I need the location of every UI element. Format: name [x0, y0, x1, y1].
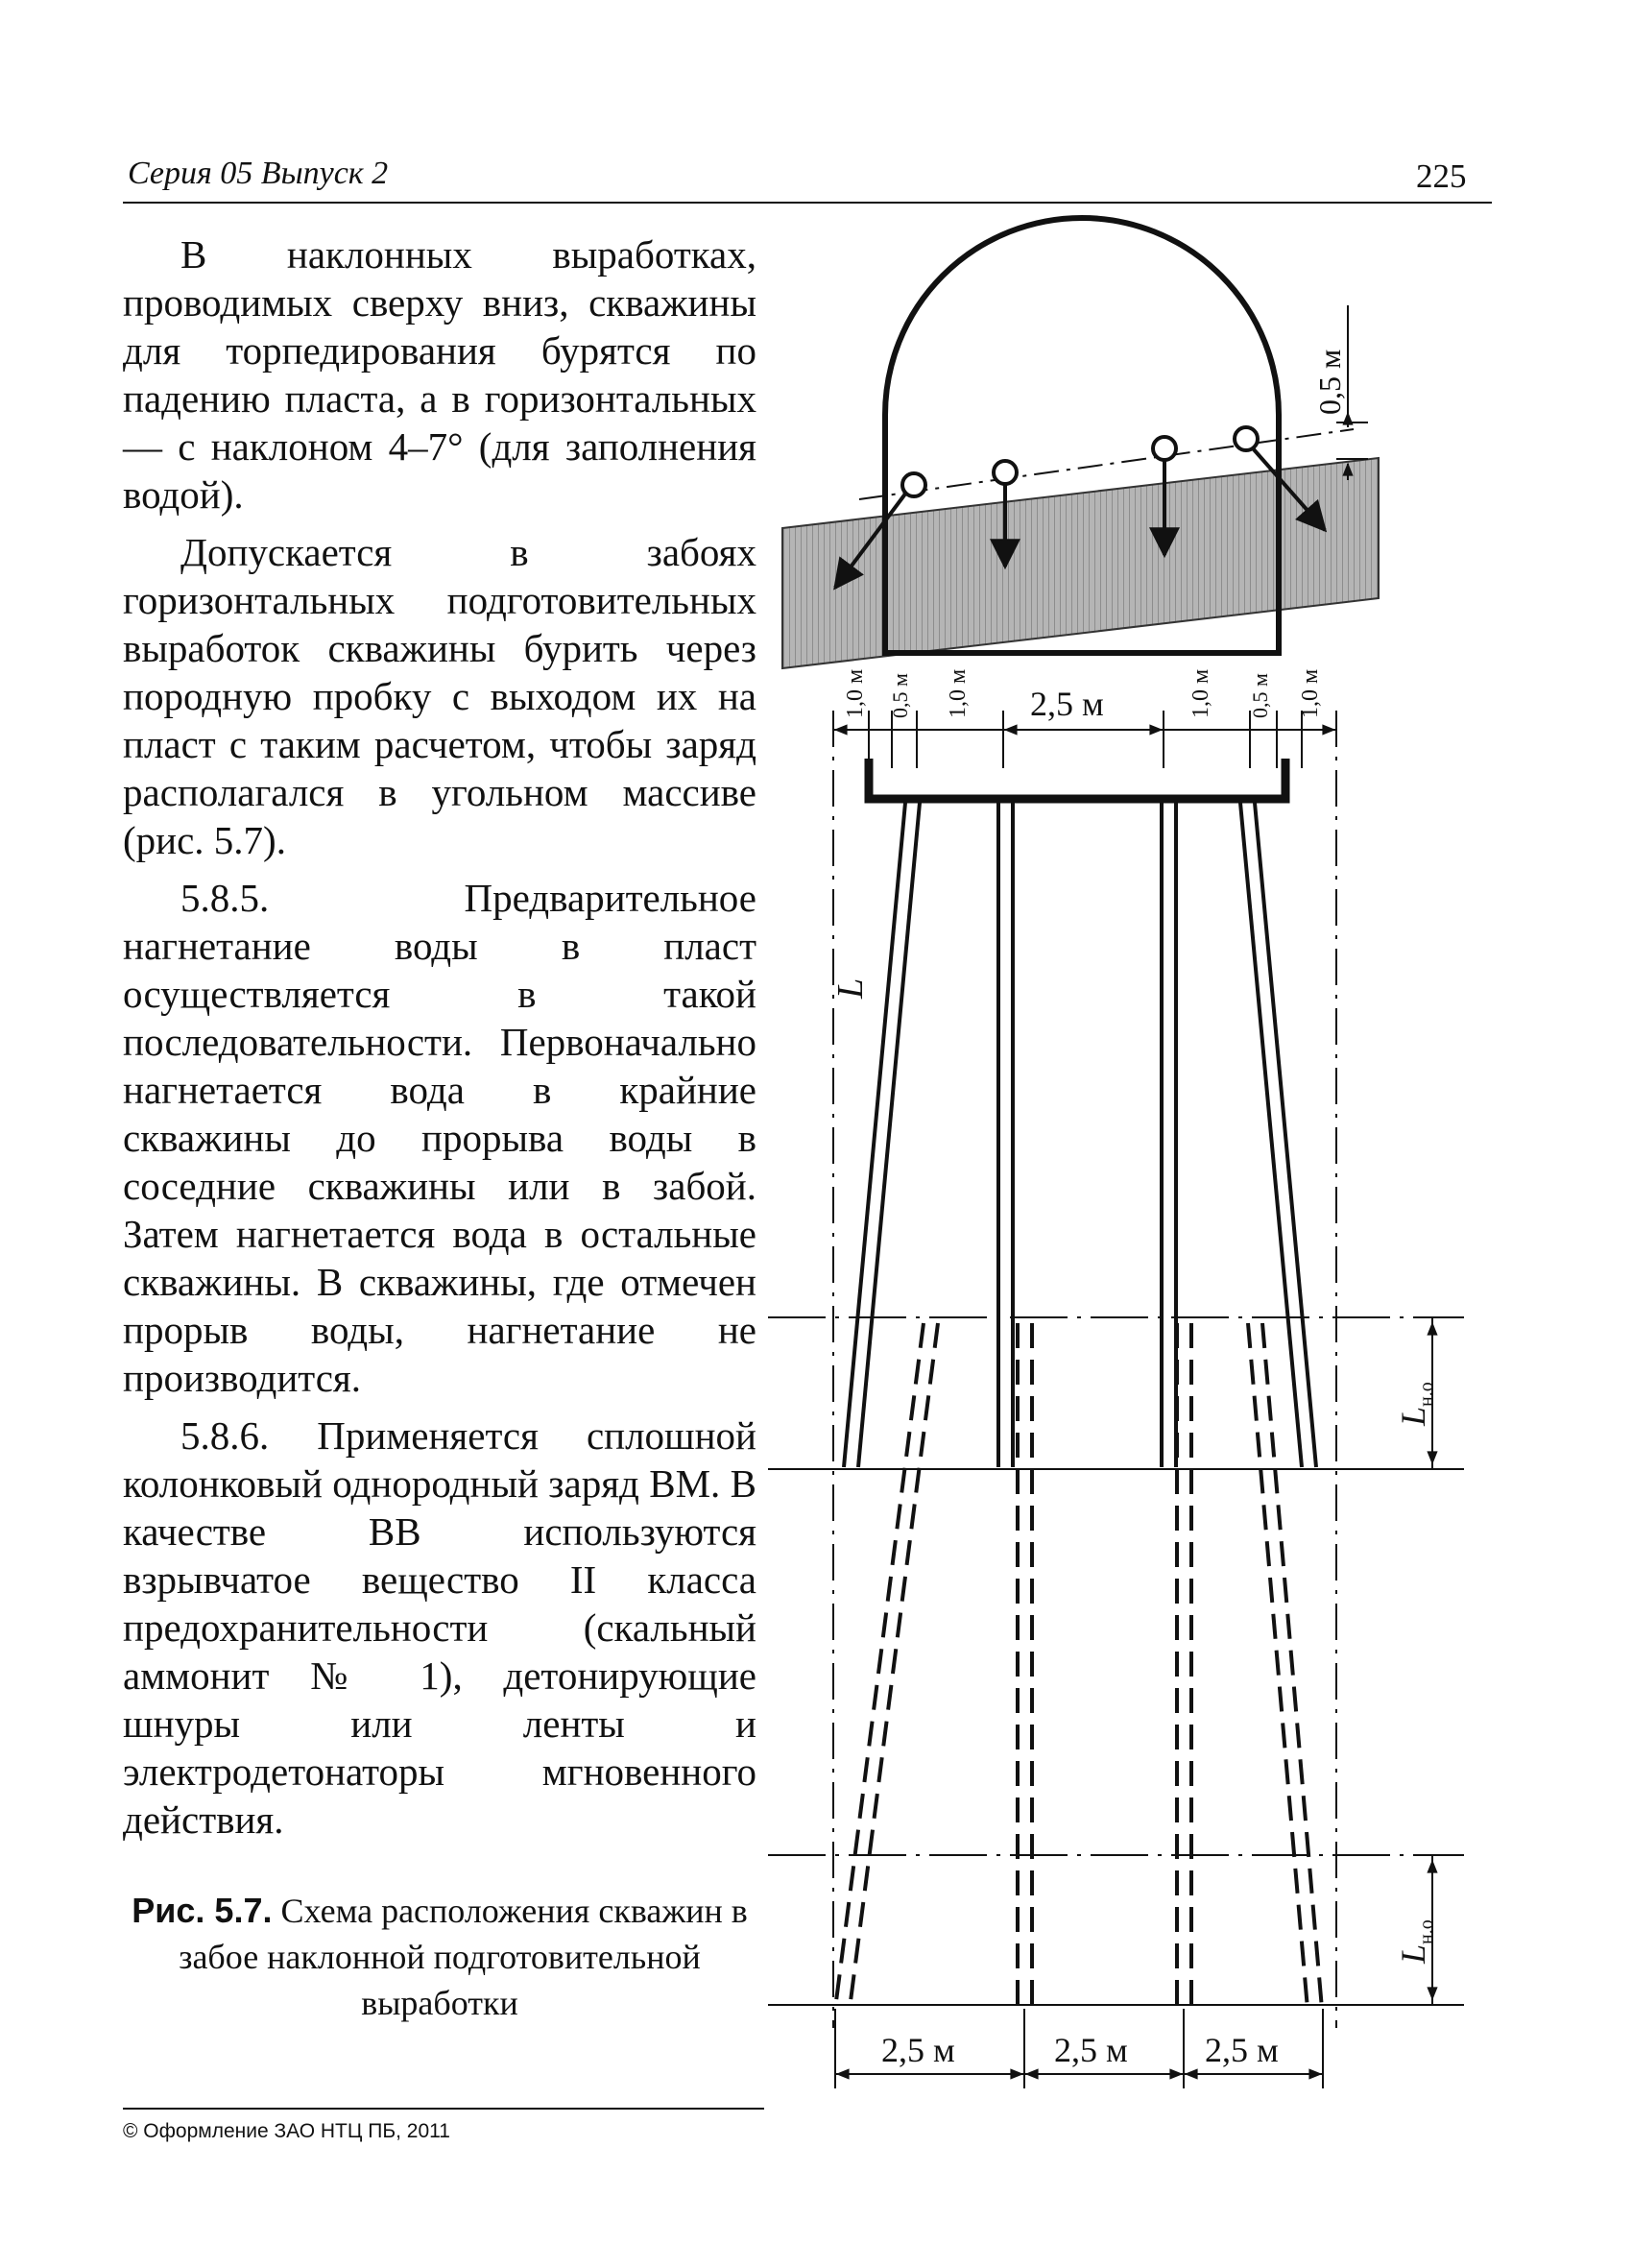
level-lines	[768, 1317, 1464, 2005]
figure-caption-text: Схема расположения скважин в забое наклонной подготовительной выработки	[179, 1892, 748, 2022]
top-offset-label: 0,5 м	[1312, 349, 1347, 415]
paragraph-rock-plug: Допускается в забоях горизонтальных подготовительных выработок скважины бурить через породную пробку с выходом их на пласт с таким расчетом, чтобы заряд располагался в угольном массиве (рис. 5.7).	[123, 530, 756, 862]
footer-divider	[123, 2108, 764, 2110]
length-Lno-upper-label: $L_{н.о}$	[1394, 1382, 1437, 1426]
bottom-spacing-1-label: 2,5 м	[881, 2031, 955, 2069]
length-L-label: L	[830, 977, 871, 999]
dim-left-inner-1m: 1,0 м	[946, 668, 971, 718]
dim-left-outer-1m: 1,0 м	[843, 668, 868, 718]
dim-right-inner-1m: 1,0 м	[1188, 668, 1213, 718]
paragraph-water-injection: 5.8.5. Предварительное нагнетание воды в пласт осуществляется в такой последовательности. Первоначально нагнетается вода в крайние скважины до прорыва воды в соседние скважины или в забой. Затем нагнетается вода в остальные скважины. В скважины, где отмечен прорыв воды, нагнетание не производится.	[123, 876, 756, 1400]
series-label: Серия 05 Выпуск 2	[128, 156, 389, 191]
bottom-spacing-2-label: 2,5 м	[1054, 2031, 1128, 2069]
page-number: 225	[1416, 157, 1467, 195]
bottom-spacing-3-label: 2,5 м	[1205, 2031, 1279, 2069]
boreholes-dashed	[835, 1323, 1322, 2009]
footer-copyright: © Оформление ЗАО НТЦ ПБ, 2011	[123, 2120, 450, 2142]
paragraph-explosive-charge: 5.8.6. Применяется сплошной колонковый однородный заряд ВМ. В качестве ВВ используются взрывчатое вещество II класса предохранительности (скальный аммонит № 1), детонирующие шнуры или ленты и электродетонаторы мгновенного действия.	[123, 1413, 756, 1842]
paragraph-drilling-direction: В наклонных выработках, проводимых сверху вниз, скважины для торпедирования бурятся по падению пласта, а в горизонтальных — с наклоном 4–7° (для заполнения водой).	[123, 232, 756, 517]
dim-right-outer-1m: 1,0 м	[1298, 668, 1323, 718]
dim-left-0-5m: 0,5 м	[888, 673, 912, 718]
face-bracket	[869, 759, 1285, 799]
boreholes-solid	[844, 803, 1316, 1467]
length-Lno-lower-label: $L_{н.о}$	[1394, 1919, 1437, 1964]
figure-caption-label: Рис. 5.7.	[132, 1891, 273, 1930]
dim-right-0-5m: 0,5 м	[1248, 673, 1272, 718]
dim-center-2-5m: 2,5 м	[1030, 685, 1104, 723]
top-offset-dimension	[1312, 305, 1368, 480]
